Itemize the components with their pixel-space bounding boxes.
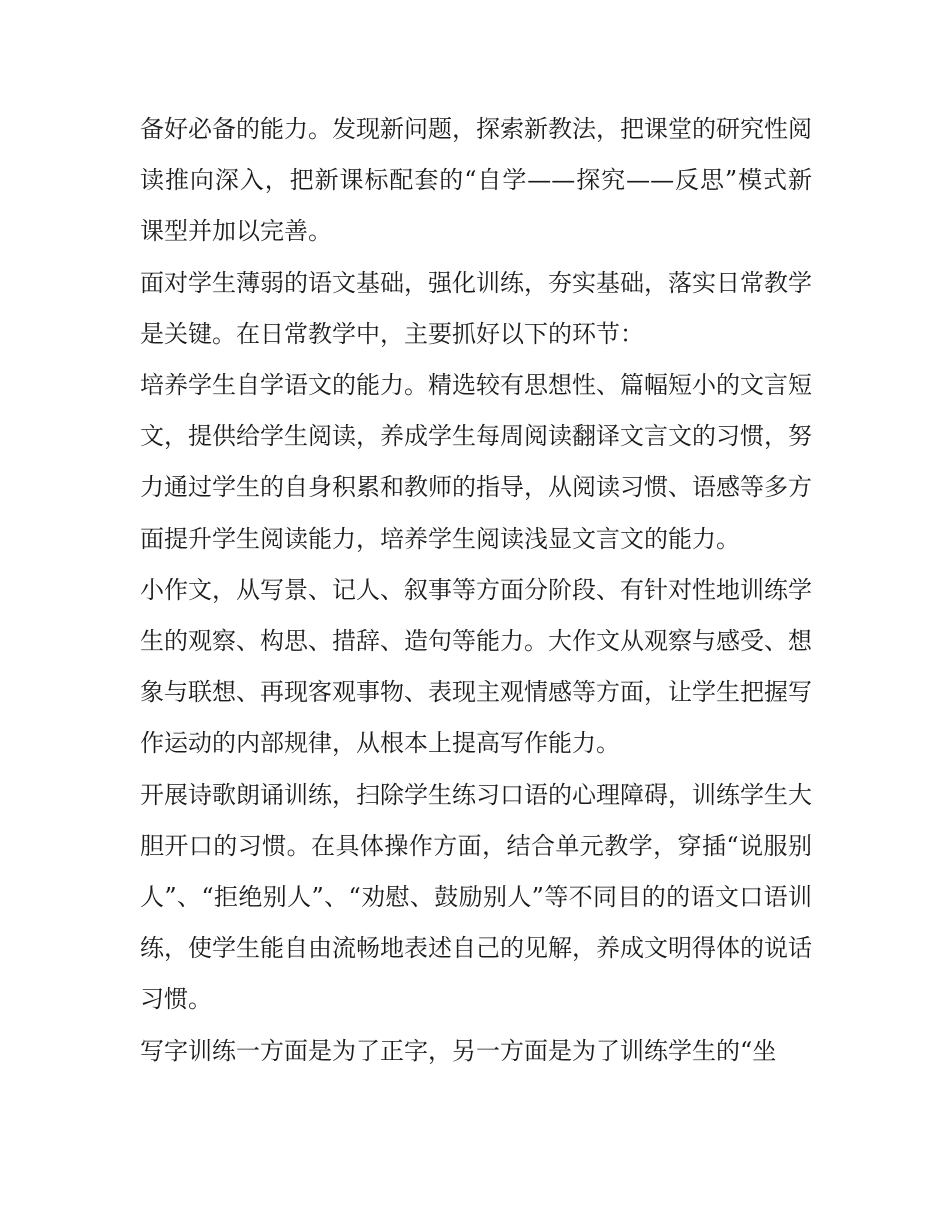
document-body (140, 104, 812, 1077)
paragraph-1: 备好必备的能力。发现新问题，探索新教法，把课堂的研究性阅读推向深入，把新课标配套的“自学——探究——反思”模式新课型并加以完善。 (140, 115, 812, 246)
paragraph-4: 小作文，从写景、记人、叙事等方面分阶段、有针对性地训练学生的观察、构思、措辞、造句等能力。大作文从观察与感受、想象与联想、再现客观事物、表现主观情感等方面，让学生把握写作运动的内部规律，从根本上提高写作能力。 (140, 575, 812, 758)
paragraph-2: 面对学生薄弱的语文基础，强化训练，夯实基础，落实日常教学是关键。在日常教学中，主要抓好以下的环节： (140, 268, 812, 348)
paragraph-5: 开展诗歌朗诵训练，扫除学生练习口语的心理障碍，训练学生大胆开口的习惯。在具体操作方面，结合单元教学，穿插“说服别人”、“拒绝别人”、“劝慰、鼓励别人”等不同目的的语文口语训练，使学生能自由流畅地表述自己的见解，养成文明得体的说话习惯。 (140, 780, 812, 1014)
paragraph-3: 培养学生自学语文的能力。精选较有思想性、篇幅短小的文言短文，提供给学生阅读，养成学生每周阅读翻译文言文的习惯，努力通过学生的自身积累和教师的指导，从阅读习惯、语感等多方面提升学生阅读能力，培养学生阅读浅显文言文的能力。 (140, 371, 812, 553)
paragraph-6: 写字训练一方面是为了正字，另一方面是为了训练学生的“坐 (140, 1036, 777, 1065)
